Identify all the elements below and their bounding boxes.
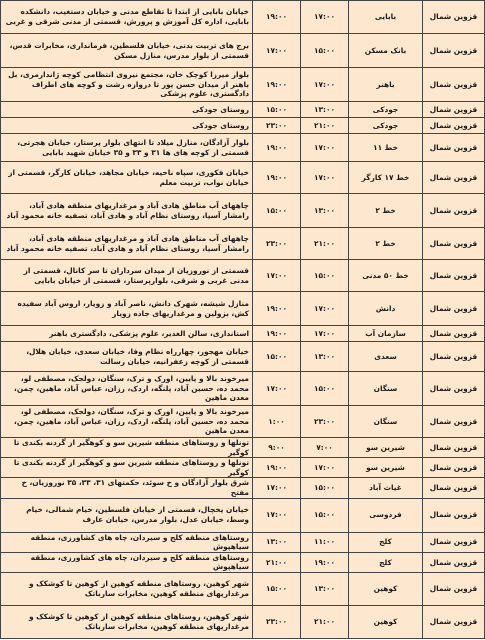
city-cell: قزوین شمال <box>423 292 485 326</box>
feeder-cell: بابایی <box>349 1 423 34</box>
end-time-cell: ۱۹:۰۰ <box>253 292 301 326</box>
start-time-cell: ۱۳:۰۰ <box>301 572 349 605</box>
table-row <box>1 532 485 552</box>
city-cell: قزوین شمال <box>423 552 485 572</box>
city-cell: قزوین شمال <box>423 134 485 162</box>
city-cell: قزوین شمال <box>423 572 485 605</box>
feeder-cell: کوهین <box>349 572 423 605</box>
affected-areas-cell: شرق بلوار آزادگان و خ سوئد، حکمتهای ۳۱، ۳۳، ۳۵ نوروزیان، خ مفتح <box>1 478 253 498</box>
start-time-cell: ۱۱:۰۰ <box>301 532 349 552</box>
feeder-cell: جودکی <box>349 118 423 134</box>
city-cell: قزوین شمال <box>423 406 485 438</box>
table-row <box>1 34 485 68</box>
city-cell: قزوین شمال <box>423 342 485 372</box>
affected-areas-cell: بلوار میرزا کوچک خان، مجتمع نیروی انتظامی کوچه ژاندارمری، بل باهنر از میدان حسن پور تا دروازه رشت و کوچه های اطراف دادگستری، علوم پزشکی <box>1 68 253 102</box>
end-time-cell: ۱۷:۰۰ <box>253 34 301 68</box>
start-time-cell: ۱۵:۰۰ <box>301 372 349 406</box>
city-cell: قزوین شمال <box>423 260 485 292</box>
table-row <box>1 1 485 34</box>
table-row <box>1 68 485 102</box>
feeder-cell: شیرین سو <box>349 438 423 458</box>
feeder-cell: سازمان آب <box>349 326 423 342</box>
feeder-cell: جودکی <box>349 102 423 118</box>
table-row <box>1 102 485 118</box>
feeder-cell: خط ۲ <box>349 194 423 228</box>
affected-areas-cell: روستای جودکی <box>1 118 253 134</box>
end-time-cell: ۱۵:۰۰ <box>253 102 301 118</box>
start-time-cell: ۲۳:۰۰ <box>301 406 349 438</box>
start-time-cell: ۱۹:۰۰ <box>301 552 349 572</box>
table-row <box>1 458 485 478</box>
city-cell: قزوین شمال <box>423 194 485 228</box>
feeder-cell: خط ۵۰ مدنی <box>349 260 423 292</box>
table-row <box>1 406 485 438</box>
feeder-cell: کلج <box>349 552 423 572</box>
end-time-cell: ۲۳:۰۰ <box>253 118 301 134</box>
affected-areas-cell: تونلها و روستاهای منطقه شیرین سو و کوهگیر از گردنه بکندی تا کوگیر <box>1 438 253 458</box>
affected-areas-cell: بلوار آزادگان، منازل میلاد تا انتهای بلوار پرستار، خیابان هجرتی، قسمتی از کوچه های ها ۳۱ و ۳۳ و ۳۵ خیابان شهید بابایی <box>1 134 253 162</box>
affected-areas-cell: خیابان یخچال، قسمتی از خیابان فلسطین، خیام شمالی، خیام وسط، خیابان عدل، بلوار مدرس، خیابان عارف <box>1 498 253 532</box>
affected-areas-cell: منازل شیشه، شهرک دانش، ناصر آباد و زویار، اروس آباد سفیده کش، بزولین و مرغداریهای جاده زویار <box>1 292 253 326</box>
start-time-cell: ۱۵:۰۰ <box>301 498 349 532</box>
start-time-cell: ۱۷:۰۰ <box>301 134 349 162</box>
start-time-cell: ۱۷:۰۰ <box>301 458 349 478</box>
end-time-cell: ۱۳:۰۰ <box>253 532 301 552</box>
start-time-cell: ۱۳:۰۰ <box>301 102 349 118</box>
table-row <box>1 260 485 292</box>
affected-areas-cell: استانداری، سالن الغدیر، علوم پزشکی، دادگستری باهنر <box>1 326 253 342</box>
feeder-cell: شیرین سو <box>349 458 423 478</box>
table-row <box>1 342 485 372</box>
feeder-cell: سنگان <box>349 372 423 406</box>
affected-areas-cell: روستاهای منطقه کلج و سیردان، چاه های کشاورزی، منطقه سیاهپوش <box>1 552 253 572</box>
affected-areas-cell: میرخوند بالا و پایین، اورک و ترک، سنگان، دولجک، مصطفی لو، محمد ده، حسین آباد، پلنگه، اردک، رزان، عباس آباد، ماهین، چمن، معدن ماهین <box>1 372 253 406</box>
end-time-cell: ۱۵:۰۰ <box>253 194 301 228</box>
feeder-cell: غیاث آباد <box>349 478 423 498</box>
start-time-cell: ۱۵:۰۰ <box>301 478 349 498</box>
table-row <box>1 134 485 162</box>
end-time-cell: ۱۹:۰۰ <box>253 326 301 342</box>
end-time-cell: ۱۹:۰۰ <box>253 458 301 478</box>
feeder-cell: سنگان <box>349 406 423 438</box>
end-time-cell: ۱۷:۰۰ <box>253 498 301 532</box>
city-cell: قزوین شمال <box>423 34 485 68</box>
feeder-cell: کوهین <box>349 605 423 638</box>
table-row <box>1 498 485 532</box>
affected-areas-cell: خیابان مهجور، چهارراه نظام وفا، خیابان سعدی، خیابان هلال، قسمتی از کوچه زعفرانیه، خیابان رسالت <box>1 342 253 372</box>
end-time-cell: ۱:۰۰ <box>253 406 301 438</box>
city-cell: قزوین شمال <box>423 1 485 34</box>
start-time-cell: ۱۷:۰۰ <box>301 1 349 34</box>
affected-areas-cell: شهر کوهین، روستاهای منطقه کوهین از کوهین تا کوشکک و مرغداریهای منطقه کوهین، مخابرات سارباتک <box>1 605 253 638</box>
feeder-cell: دانش <box>349 292 423 326</box>
affected-areas-cell: روستاهای منطقه کلج و سیردان، چاه های کشاورزی، منطقه سیاهپوش <box>1 532 253 552</box>
start-time-cell: ۱۵:۰۰ <box>301 260 349 292</box>
start-time-cell: ۱۷:۰۰ <box>301 326 349 342</box>
city-cell: قزوین شمال <box>423 228 485 260</box>
end-time-cell: ۲۱:۰۰ <box>253 552 301 572</box>
affected-areas-cell: قسمتی از نوروزیان از میدان سرداران تا سر کانال، قسمتی از مدنی غربی و شرقی، بلوارپرستار، قسمتی از خیابان بابایی <box>1 260 253 292</box>
end-time-cell: ۱۵:۰۰ <box>253 572 301 605</box>
end-time-cell: ۱۹:۰۰ <box>253 162 301 194</box>
city-cell: قزوین شمال <box>423 478 485 498</box>
table-row <box>1 438 485 458</box>
city-cell: قزوین شمال <box>423 532 485 552</box>
affected-areas-cell: میرخوند بالا و پایین، اورک و ترک، سنگان، دولجک، مصطفی لو، محمد ده، حسین آباد، پلنگه، اردک، رزان، عباس آباد، ماهین، چمن، معدن ماهین <box>1 406 253 438</box>
affected-areas-cell: چاههای آب مناطق هادی آباد و مرغداریهای منطقه هادی آباد، رامشار آسیا، روستای نظام آباد و هادی آباد، تصفیه خانه محمود آباد <box>1 194 253 228</box>
table-row <box>1 162 485 194</box>
end-time-cell: ۱۷:۰۰ <box>253 372 301 406</box>
end-time-cell: ۱۹:۰۰ <box>253 68 301 102</box>
end-time-cell: ۱۷:۰۰ <box>253 260 301 292</box>
start-time-cell: ۱۳:۰۰ <box>301 194 349 228</box>
start-time-cell: ۱۵:۰۰ <box>301 34 349 68</box>
table-row <box>1 194 485 228</box>
city-cell: قزوین شمال <box>423 605 485 638</box>
start-time-cell: ۷:۰۰ <box>301 438 349 458</box>
feeder-cell: خط ۲ <box>349 228 423 260</box>
feeder-cell: خط ۱۷ کارگر <box>349 162 423 194</box>
table-row <box>1 326 485 342</box>
city-cell: قزوین شمال <box>423 162 485 194</box>
start-time-cell: ۱۷:۰۰ <box>301 162 349 194</box>
city-cell: قزوین شمال <box>423 438 485 458</box>
city-cell: قزوین شمال <box>423 68 485 102</box>
start-time-cell: ۲۱:۰۰ <box>301 228 349 260</box>
affected-areas-cell: شهر کوهین، روستاهای منطقه کوهین از کوهین تا کوشکک و مرغداریهای منطقه کوهین، مخابرات سارباتک <box>1 572 253 605</box>
city-cell: قزوین شمال <box>423 118 485 134</box>
affected-areas-cell: تونلها و روستاهای منطقه شیرین سو و کوهگیر از گردنه بکندی تا کوگیر <box>1 458 253 478</box>
schedule-body <box>1 1 485 639</box>
feeder-cell: فردوسی <box>349 498 423 532</box>
city-cell: قزوین شمال <box>423 498 485 532</box>
end-time-cell: ۲۳:۰۰ <box>253 605 301 638</box>
end-time-cell: ۱۹:۰۰ <box>253 1 301 34</box>
affected-areas-cell: برج های تربیت بدنی، خیابان فلسطین، فرمانداری، مخابرات قدس، قسمتی از بلوار مدرس، منازل مسکن <box>1 34 253 68</box>
table-row <box>1 605 485 638</box>
affected-areas-cell: چاههای آب مناطق هادی آباد و مرغداریهای منطقه هادی آباد، رامشار آسیا، روستای نظام آباد و هادی آباد، تصفیه خانه محمود آباد <box>1 228 253 260</box>
end-time-cell: ۱۷:۰۰ <box>253 478 301 498</box>
table-row <box>1 372 485 406</box>
affected-areas-cell: خیابان فکوری، سپاه ناحیه، خیابان مجاهد، خیابان کارگر، قسمتی از خیابان نواب، تربیت معلم <box>1 162 253 194</box>
table-row <box>1 478 485 498</box>
table-row <box>1 228 485 260</box>
start-time-cell: ۱۷:۰۰ <box>301 292 349 326</box>
start-time-cell: ۲۱:۰۰ <box>301 118 349 134</box>
feeder-cell: باهنر <box>349 68 423 102</box>
table-row <box>1 552 485 572</box>
city-cell: قزوین شمال <box>423 372 485 406</box>
start-time-cell: ۲۱:۰۰ <box>301 605 349 638</box>
city-cell: قزوین شمال <box>423 102 485 118</box>
affected-areas-cell: روستای جودکی <box>1 102 253 118</box>
end-time-cell: ۱۹:۰۰ <box>253 134 301 162</box>
end-time-cell: ۹:۰۰ <box>253 438 301 458</box>
feeder-cell: کلج <box>349 532 423 552</box>
feeder-cell: خط ۱۱ <box>349 134 423 162</box>
table-row <box>1 292 485 326</box>
affected-areas-cell: خیابان بابایی از ابتدا تا تقاطع مدنی و خیابان دستغیب، دانشکده بابایی، اداره کل آموزش و پرورش، قسمتی از مدنی شرقی و غربی <box>1 1 253 34</box>
end-time-cell: ۱۵:۰۰ <box>253 342 301 372</box>
start-time-cell: ۱۳:۰۰ <box>301 342 349 372</box>
feeder-cell: بانک مسکن <box>349 34 423 68</box>
end-time-cell: ۲۳:۰۰ <box>253 228 301 260</box>
feeder-cell: سعدی <box>349 342 423 372</box>
table-row <box>1 118 485 134</box>
city-cell: قزوین شمال <box>423 326 485 342</box>
city-cell: قزوین شمال <box>423 458 485 478</box>
table-row <box>1 572 485 605</box>
start-time-cell: ۱۷:۰۰ <box>301 68 349 102</box>
